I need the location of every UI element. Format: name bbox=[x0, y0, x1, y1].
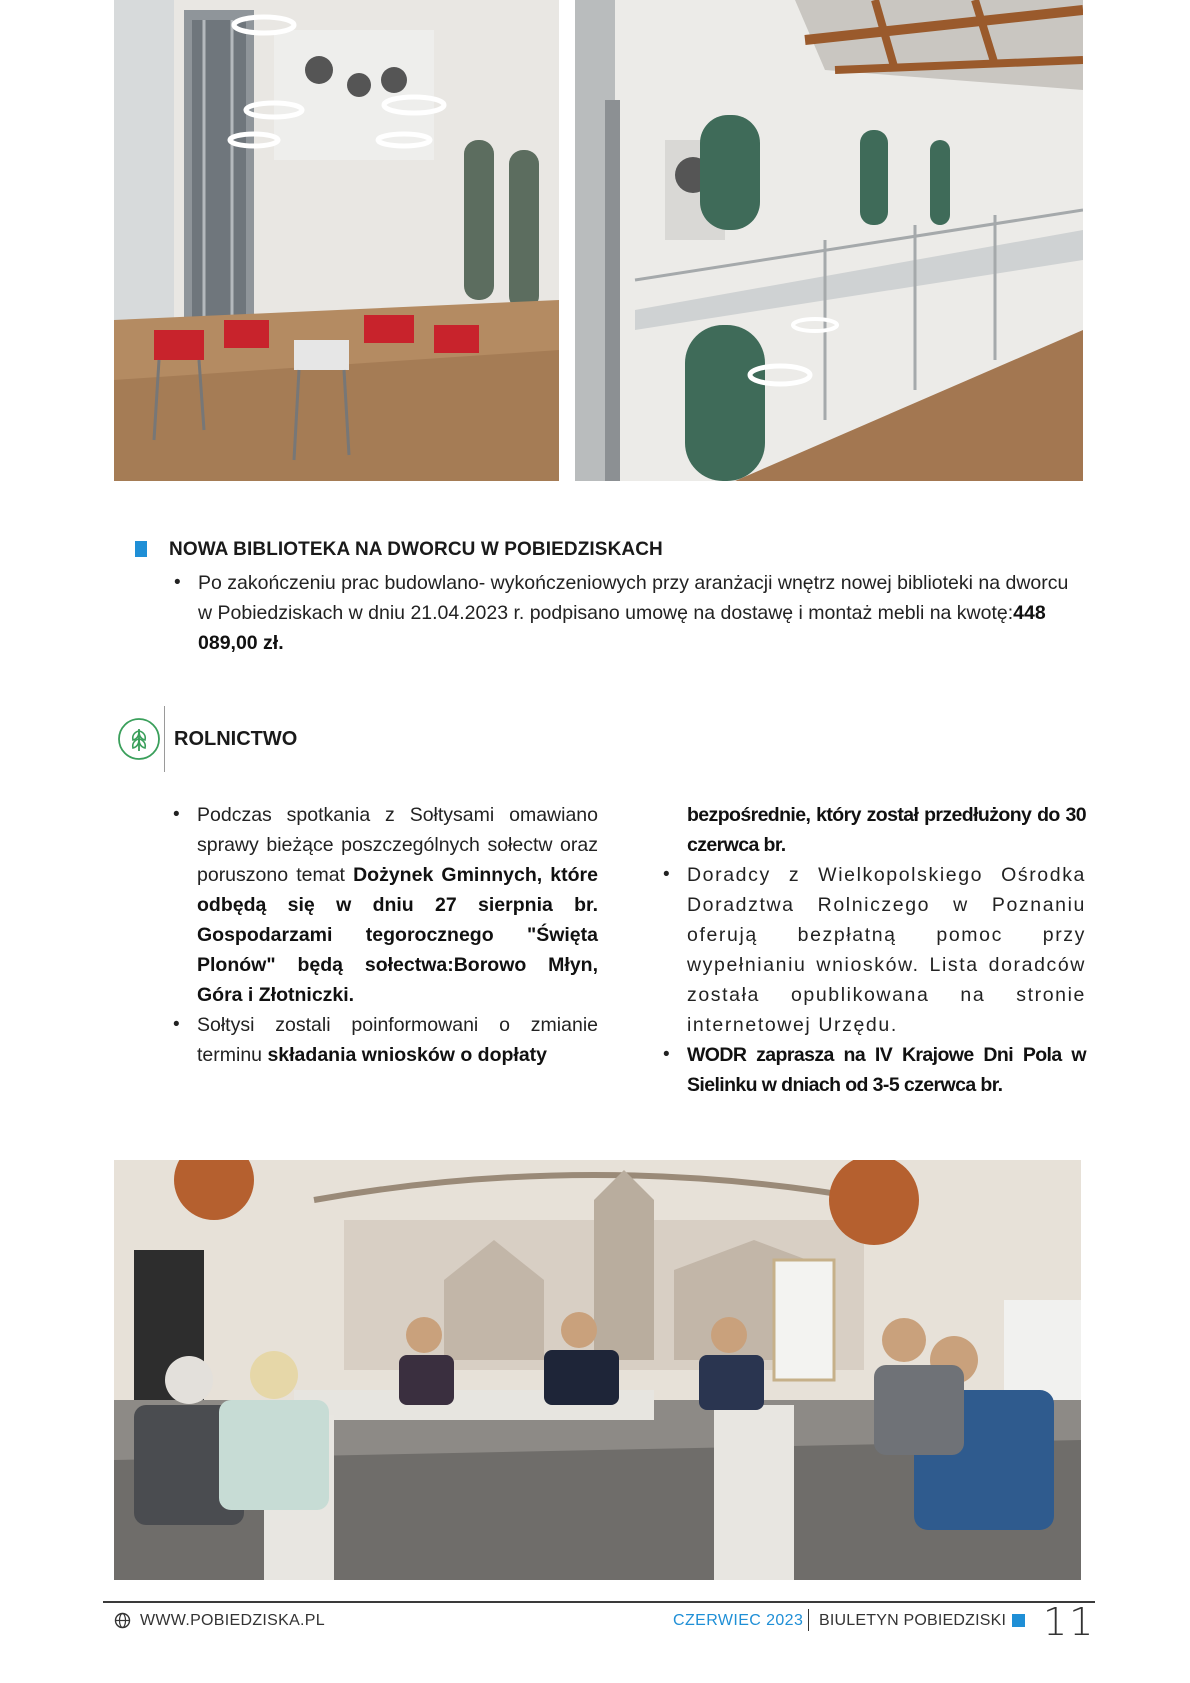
footer-separator bbox=[808, 1609, 809, 1631]
page-number: 11 bbox=[1043, 1600, 1096, 1644]
rolnictwo-section-title: ROLNICTWO bbox=[174, 728, 298, 750]
list-item: • Sołtysi zostali poinformowani o zmianie terminu składania wniosków o dopłaty bbox=[168, 1010, 598, 1070]
footer-issue-date: CZERWIEC 2023 bbox=[673, 1612, 804, 1629]
section-divider bbox=[164, 706, 165, 772]
list-item: • Doradcy z Wielkopolskiego Ośrodka Doradztwa Rolniczego w Poznaniu oferują bezpłatną pomoc przy wypełnianiu wniosków. Lista doradców została opublikowana na stronie internetowej Urzędu. bbox=[658, 860, 1086, 1040]
globe-icon bbox=[114, 1612, 131, 1629]
list-item: • Po zakończeniu prac budowlano- wykończeniowych przy aranżacji wnętrz nowej biblioteki na dworcu w Pobiedziskach w dniu 21.04.2023 r. podpisano umowę na dostawę i montaż mebli na kwotę:448 089,00 zł. bbox=[169, 568, 1069, 658]
section-marker bbox=[135, 541, 147, 557]
footer-publication-name: BIULETYN POBIEDZISKI bbox=[819, 1612, 1007, 1629]
rolnictwo-left-column bbox=[168, 800, 598, 1070]
list-item: • WODR zaprasza na IV Krajowe Dni Pola w Sielinku w dniach od 3-5 czerwca br. bbox=[658, 1040, 1086, 1100]
library-interior-photo bbox=[114, 0, 559, 481]
wheat-icon bbox=[116, 716, 162, 762]
library-gallery-photo bbox=[575, 0, 1083, 481]
rolnictwo-right-column bbox=[658, 800, 1086, 1100]
meeting-photo bbox=[114, 1160, 1081, 1580]
list-item-continuation: bezpośrednie, który został przedłużony do 30 czerwca br. bbox=[687, 804, 1086, 856]
library-section-title: NOWA BIBLIOTEKA NA DWORCU W POBIEDZISKACH bbox=[169, 539, 663, 560]
footer-website-link[interactable]: WWW.POBIEDZISKA.PL bbox=[140, 1612, 325, 1629]
footer-accent-square bbox=[1012, 1614, 1025, 1627]
contract-amount: 448 089,00 zł. bbox=[198, 602, 1046, 654]
footer-rule bbox=[103, 1601, 1095, 1603]
library-section-body bbox=[169, 568, 1069, 658]
list-item: • Podczas spotkania z Sołtysami omawiano sprawy bieżące poszczególnych sołectw oraz poruszono temat Dożynek Gminnych, które odbędą się w dniu 27 sierpnia br. Gospodarzami tegorocznego "Święta Plonów" będą sołectwa:Borowo Młyn, Góra i Złotniczki. bbox=[168, 800, 598, 1010]
